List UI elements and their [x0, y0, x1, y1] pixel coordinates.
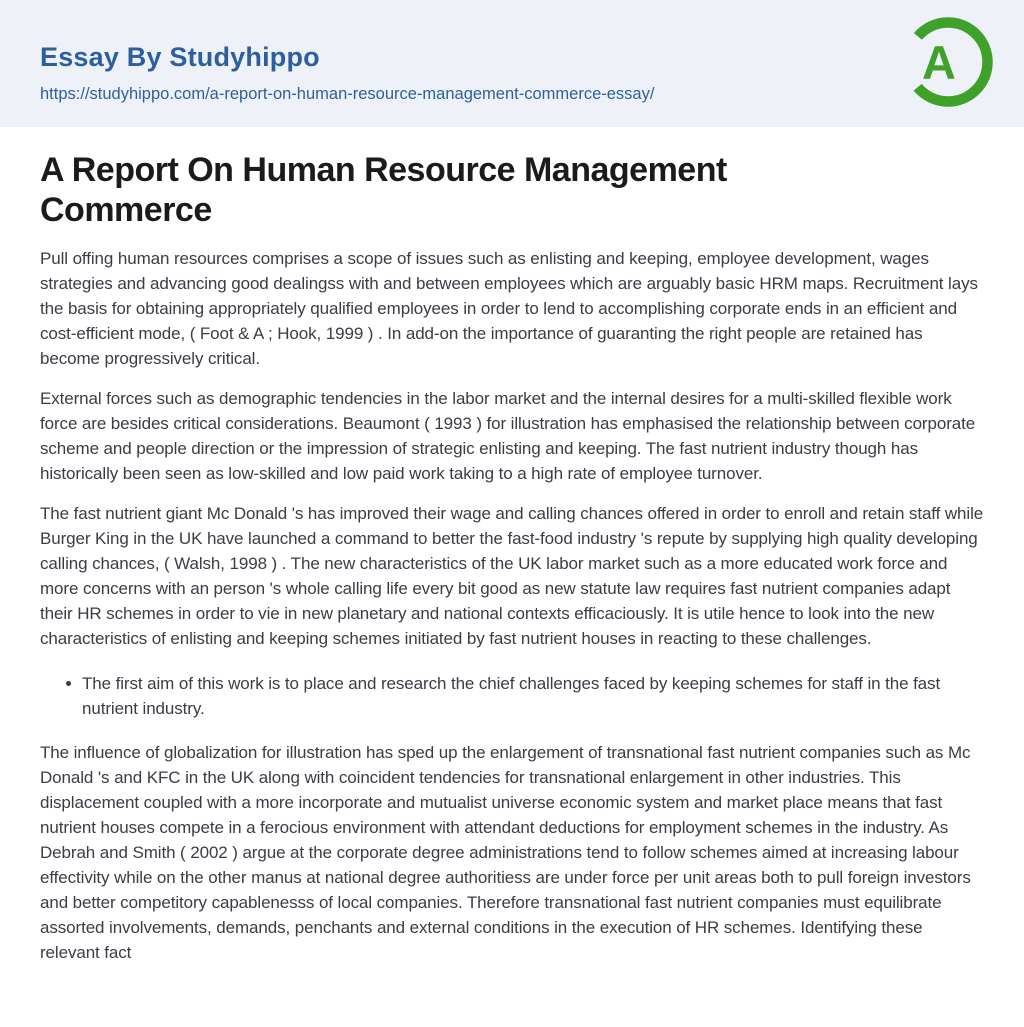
studyhippo-logo-icon — [902, 16, 994, 108]
page-title: A Report On Human Resource Management Commerce — [40, 151, 727, 229]
aims-list — [40, 671, 984, 721]
paragraph-2: External forces such as demographic tendencies in the labor market and the internal desires for a multi-skilled flexible work force are besides critical considerations. Beaumont ( 1993 ) for illustration has emphasised the relationship between corporate scheme and people direction or the impression of strategic enlisting and keeping. The fast nutrient industry though has historically been seen as low-skilled and low paid work taking to a high rate of employee turnover. — [40, 389, 976, 483]
site-title: Essay By Studyhippo — [40, 42, 320, 72]
list-item — [66, 671, 984, 721]
article-content — [0, 127, 1024, 965]
essay-url-link[interactable]: https://studyhippo.com/a-report-on-human-resource-management-commerce-essay/ — [40, 85, 655, 103]
page-header — [0, 0, 1024, 127]
logo-letter: A — [922, 36, 956, 89]
list-item-text: The first aim of this work is to place and research the chief challenges faced by keeping schemes for staff in the fast nutrient industry. — [82, 674, 941, 718]
paragraph-3: The fast nutrient giant Mc Donald 's has improved their wage and calling chances offered in order to enroll and retain staff while Burger King in the UK have launched a command to better the fast-food industry 's repute by supplying high quality developing calling chances, ( Walsh, 1998 ) . The new characteristics of the UK labor market such as a more educated work force and more concerns with an person 's whole calling life every bit good as new statute law requires fast nutrient companies adapt their HR schemes in order to vie in new planetary and national contexts efficaciously. It is utile hence to look into the new characteristics of enlisting and keeping schemes initiated by fast nutrient houses in reacting to these challenges. — [40, 504, 984, 648]
paragraph-4: The influence of globalization for illustration has sped up the enlargement of transnational fast nutrient companies such as Mc Donald 's and KFC in the UK along with coincident tendencies for transnational enlargement in other industries. This displacement coupled with a more incorporate and mutualist universe economic system and market place means that fast nutrient houses compete in a ferocious environment with attendant deductions for employment schemes in the industry. As Debrah and Smith ( 2002 ) argue at the corporate degree administrations tend to follow schemes aimed at increasing labour effectivity while on the other manus at national degree authoritiess are under force per unit areas both to pull foreign investors and better competitory capablenesss of local companies. Therefore transnational fast nutrient companies must equilibrate assorted involvements, demands, penchants and external conditions in the execution of HR schemes. Identifying these relevant fact — [40, 743, 971, 962]
paragraph-1: Pull offing human resources comprises a scope of issues such as enlisting and keeping, employee development, wages strategies and advancing good dealingss with and between employees which are arguably basic HRM maps. Recruitment lays the basis for obtaining appropriately qualified employees in order to lend to accomplishing corporate ends in an efficient and cost-efficient mode, ( Foot & A ; Hook, 1999 ) . In add-on the importance of guaranting the right people are retained has become progressively critical. — [40, 249, 978, 368]
bullet-dot — [66, 681, 71, 686]
